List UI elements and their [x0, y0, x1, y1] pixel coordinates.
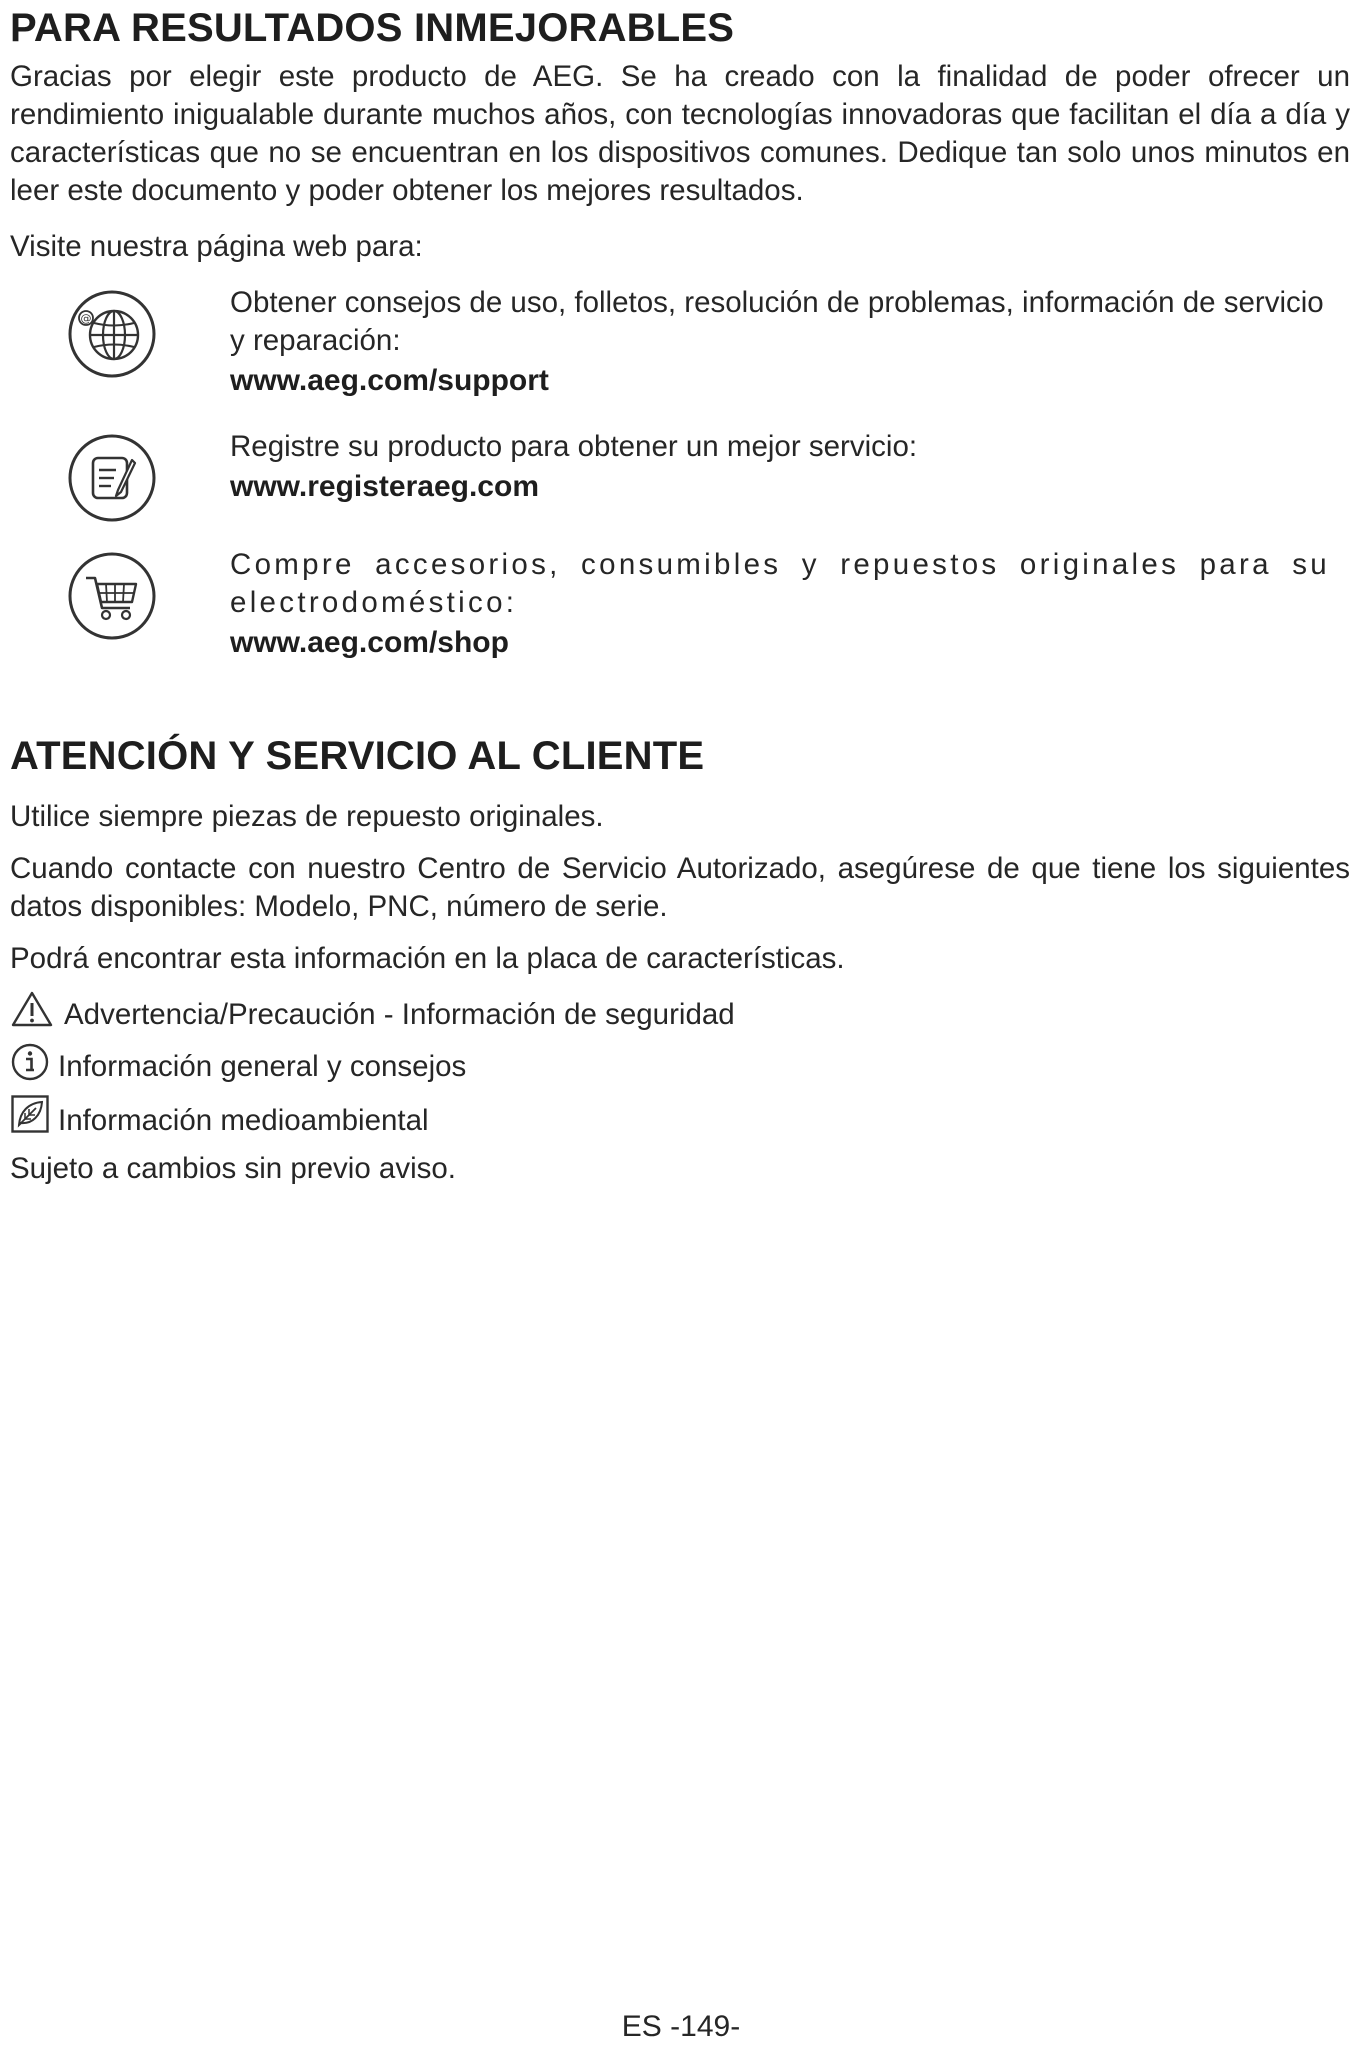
legend-environment-label: Información medioambiental [58, 1104, 429, 1137]
register-document-icon [66, 432, 158, 524]
register-text: Registre su producto para obtener un mejor servicio: [230, 430, 918, 463]
shop-item [230, 546, 1330, 662]
visit-website-text: Visite nuestra página web para: [10, 230, 423, 263]
warning-triangle-icon [10, 990, 54, 1028]
register-link[interactable]: www.registeraeg.com [230, 470, 539, 503]
globe-icon [66, 288, 158, 380]
intro-paragraph: Gracias por elegir este producto de AEG. Se ha creado con la finalidad de poder ofrecer un rendimiento inigualable durante muchos años, con tecnologías innovadoras que facilitan el día a día y características que no se encuentran en los dispositivos comunes. Dedique tan solo unos minutos en leer este documento y poder obtener los mejores resultados. [10, 60, 1350, 207]
legend-info-label: Información general y consejos [58, 1050, 467, 1083]
subject-to-change-note: Sujeto a cambios sin previo aviso. [10, 1152, 457, 1185]
support-text: Obtener consejos de uso, folletos, resolución de problemas, información de servicio y reparación: [230, 286, 1324, 357]
info-icon [10, 1042, 50, 1082]
rating-plate-text: Podrá encontrar esta información en la placa de características. [10, 942, 845, 975]
legend-info [58, 1048, 466, 1086]
shopping-cart-icon [66, 550, 158, 642]
legend-warning [64, 996, 735, 1034]
shop-text: Compre accesorios, consumibles y repuestos originales para su electrodoméstico: [230, 548, 1330, 619]
shop-link[interactable]: www.aeg.com/shop [230, 626, 509, 659]
legend-environment [58, 1102, 429, 1140]
support-item [230, 284, 1330, 400]
legend-warning-label: Advertencia/Precaución - Información de seguridad [64, 998, 735, 1031]
support-link[interactable]: www.aeg.com/support [230, 364, 549, 397]
svg-text:@: @ [80, 312, 92, 325]
service-center-text: Cuando contacte con nuestro Centro de Servicio Autorizado, asegúrese de que tiene los siguientes datos disponibles: Modelo, PNC, número de serie. [10, 852, 1350, 923]
page-number: ES -149- [621, 2010, 741, 2043]
section-title-results: PARA RESULTADOS INMEJORABLES [10, 6, 735, 50]
spare-parts-text: Utilice siempre piezas de repuesto originales. [10, 800, 604, 833]
environment-leaf-icon [10, 1094, 50, 1134]
section-title-customer-service: ATENCIÓN Y SERVICIO AL CLIENTE [10, 734, 705, 778]
register-item [230, 428, 1330, 506]
